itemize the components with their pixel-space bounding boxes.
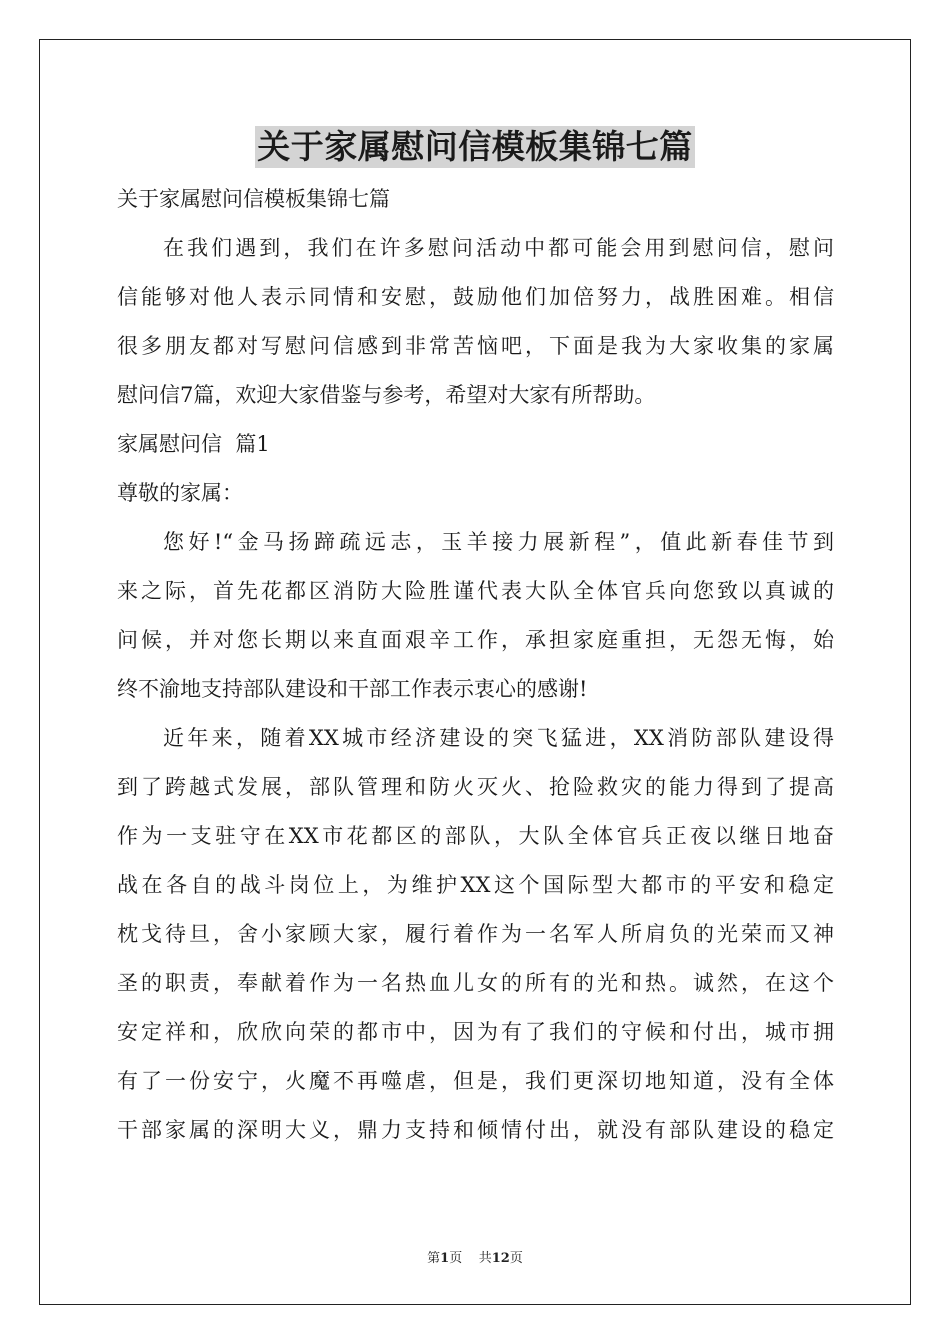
body-line: 有了一份安宁，火魔不再噬虐，但是，我们更深切地知道，没有全体 bbox=[117, 1069, 834, 1093]
total-suffix: 页 bbox=[509, 1251, 523, 1266]
body-line: 战在各自的战斗岗位上，为维护XX这个国际型大都市的平安和稳定 bbox=[117, 873, 834, 897]
page-number: 1 bbox=[440, 1251, 450, 1266]
document-title: 关于家属慰问信模板集锦七篇 bbox=[257, 127, 693, 166]
body-line: 作为一支驻守在XX市花都区的部队，大队全体官兵正夜以继日地奋 bbox=[117, 824, 834, 848]
intro-line: 慰问信7篇，欢迎大家借鉴与参考，希望对大家有所帮助。 bbox=[117, 383, 656, 407]
body-line: 近年来，随着XX城市经济建设的突飞猛进，XX消防部队建设得 bbox=[163, 726, 834, 750]
greeting-line: 问候，并对您长期以来直面艰辛工作，承担家庭重担，无怨无悔，始 bbox=[117, 628, 834, 652]
intro-line: 很多朋友都对写慰问信感到非常苦恼吧，下面是我为大家收集的家属 bbox=[117, 334, 834, 358]
page-suffix: 页 bbox=[449, 1251, 463, 1266]
intro-line: 信能够对他人表示同情和安慰，鼓励他们加倍努力，战胜困难。相信 bbox=[117, 285, 834, 309]
total-prefix: 共 bbox=[478, 1251, 492, 1266]
greeting-line: 来之际，首先花都区消防大险胜谨代表大队全体官兵向您致以真诚的 bbox=[117, 579, 834, 603]
section-heading: 家属慰问信 篇1 bbox=[117, 432, 270, 456]
greeting-line: 终不渝地支持部队建设和干部工作表示衷心的感谢! bbox=[117, 677, 588, 701]
body-line: 干部家属的深明大义，鼎力支持和倾情付出，就没有部队建设的稳定 bbox=[117, 1118, 834, 1142]
page-prefix: 第 bbox=[427, 1251, 441, 1266]
salutation: 尊敬的家属： bbox=[117, 481, 243, 505]
body-line: 圣的职责，奉献着作为一名热血儿女的所有的光和热。诚然，在这个 bbox=[117, 971, 834, 995]
intro-line: 在我们遇到，我们在许多慰问活动中都可能会用到慰问信，慰问 bbox=[163, 236, 834, 260]
page-footer bbox=[0, 1247, 950, 1266]
title-container bbox=[0, 126, 950, 168]
body-line: 安定祥和，欣欣向荣的都市中，因为有了我们的守候和付出，城市拥 bbox=[117, 1020, 834, 1044]
total-pages: 12 bbox=[491, 1251, 510, 1266]
subtitle-line: 关于家属慰问信模板集锦七篇 bbox=[117, 187, 390, 211]
body-line: 枕戈待旦，舍小家顾大家，履行着作为一名军人所肩负的光荣而又神 bbox=[117, 922, 834, 946]
greeting-line: 您好!“金马扬蹄疏远志，玉羊接力展新程”，值此新春佳节到 bbox=[163, 530, 834, 554]
document-body bbox=[117, 175, 834, 1155]
body-line: 到了跨越式发展，部队管理和防火灭火、抢险救灾的能力得到了提高 bbox=[117, 775, 834, 799]
